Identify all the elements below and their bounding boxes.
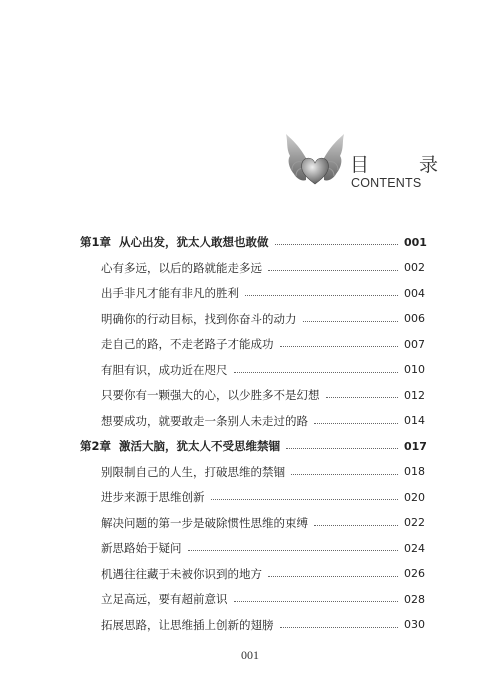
chapter-number: 第2章 [80, 439, 112, 453]
dot-leader [326, 396, 399, 398]
page-number: 001 [241, 648, 259, 662]
chapter-entry[interactable] [0, 232, 500, 252]
dot-leader [280, 626, 399, 628]
entry-page-number: 020 [404, 490, 425, 504]
dot-leader [303, 320, 399, 322]
dot-leader [234, 600, 399, 602]
entry-page-number: 006 [404, 312, 425, 325]
dot-leader [188, 549, 399, 551]
entry-title: 想要成功，就要敢走一条别人未走过的路 [101, 413, 308, 428]
section-entry[interactable] [0, 513, 500, 533]
entry-page-number: 014 [404, 414, 425, 427]
section-entry[interactable] [0, 538, 500, 558]
entry-title: 新思路始于疑问 [101, 541, 182, 555]
section-entry[interactable] [0, 615, 500, 635]
entry-page-number: 030 [404, 618, 425, 631]
section-entry[interactable] [0, 258, 500, 278]
dot-leader [286, 447, 398, 449]
winged-heart-icon [284, 134, 346, 190]
entry-title: 只要你有一颗强大的心，以少胜多不是幻想 [101, 388, 320, 402]
toc-header [0, 0, 500, 220]
entry-title: 拓展思路，让思维插上创新的翅膀 [101, 617, 274, 632]
entry-page-number: 004 [404, 286, 425, 300]
dot-leader [314, 422, 398, 424]
dot-leader [268, 575, 398, 577]
entry-title: 立足高远，要有超前意识 [101, 592, 228, 606]
dot-leader [211, 498, 399, 500]
section-entry[interactable] [0, 487, 500, 507]
toc-subtitle: CONTENTS [351, 176, 422, 190]
entry-title: 心有多远，以后的路就能走多远 [101, 260, 262, 275]
dot-leader [234, 371, 399, 373]
entry-page-number: 017 [404, 439, 427, 453]
section-entry[interactable] [0, 283, 500, 303]
entry-title: 别限制自己的人生，打破思维的禁锢 [101, 464, 285, 479]
dot-leader [268, 269, 398, 271]
entry-page-number: 002 [404, 261, 425, 274]
entry-page-number: 028 [404, 592, 425, 606]
section-entry[interactable] [0, 334, 500, 354]
entry-page-number: 024 [404, 541, 425, 555]
chapter-entry[interactable] [0, 436, 500, 456]
section-entry[interactable] [0, 589, 500, 609]
dot-leader [314, 524, 398, 526]
dot-leader [245, 294, 398, 296]
toc-title: 目 录 [350, 154, 461, 176]
section-entry[interactable] [0, 411, 500, 431]
section-entry[interactable] [0, 564, 500, 584]
entry-page-number: 022 [404, 516, 425, 529]
entry-page-number: 026 [404, 567, 425, 580]
section-entry[interactable] [0, 360, 500, 380]
entry-title: 明确你的行动目标，找到你奋斗的动力 [101, 311, 297, 326]
entry-title: 出手非凡才能有非凡的胜利 [101, 286, 239, 300]
chapter-title: 从心出发，犹太人敢想也敢做 [119, 235, 269, 249]
section-entry[interactable] [0, 309, 500, 329]
dot-leader [280, 345, 399, 347]
entry-title [80, 234, 269, 250]
entry-title [80, 438, 280, 454]
entry-title: 机遇往往藏于未被你识到的地方 [101, 566, 262, 581]
chapter-number: 第1章 [80, 235, 112, 249]
entry-page-number: 010 [404, 363, 425, 376]
entry-title: 解决问题的第一步是破除惯性思维的束缚 [101, 515, 308, 530]
dot-leader [275, 243, 398, 245]
entry-page-number: 012 [404, 388, 425, 402]
entry-page-number: 001 [404, 235, 427, 249]
entry-title: 有胆有识，成功近在咫尺 [101, 362, 228, 377]
dot-leader [291, 473, 398, 475]
entry-page-number: 018 [404, 465, 425, 478]
entry-page-number: 007 [404, 337, 425, 351]
entry-title: 走自己的路，不走老路子才能成功 [101, 337, 274, 351]
section-entry[interactable] [0, 462, 500, 482]
entry-title: 进步来源于思维创新 [101, 490, 205, 504]
section-entry[interactable] [0, 385, 500, 405]
chapter-title: 激活大脑，犹太人不受思维禁锢 [119, 439, 281, 453]
